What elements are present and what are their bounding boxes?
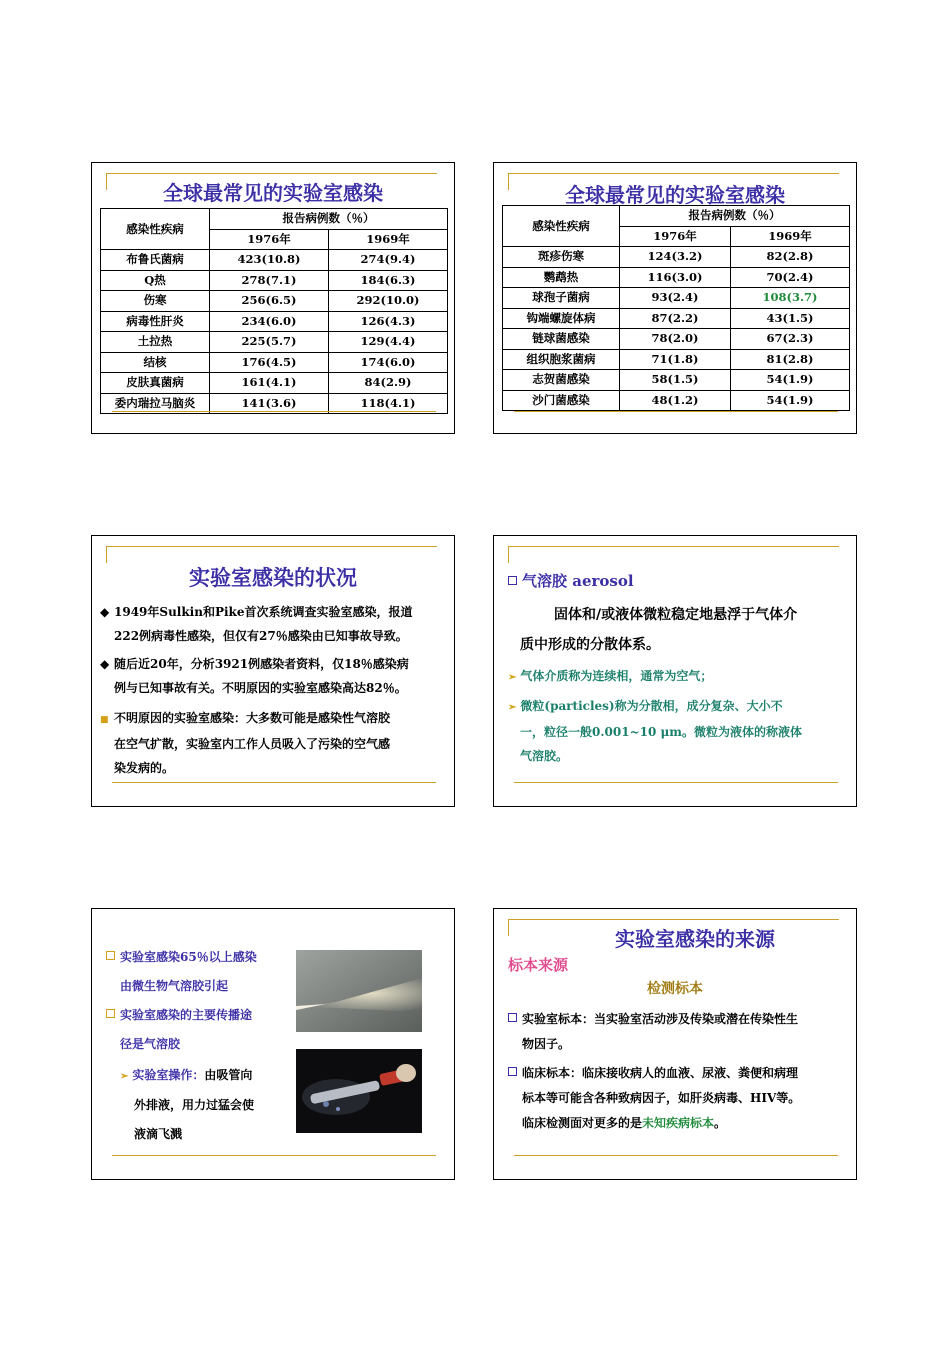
col-header-group: 报告病例数（％） (620, 206, 850, 227)
table-row: 土拉热 225(5.7) 129(4.4) (101, 332, 448, 353)
table-row: 钩端螺旋体病 87(2.2) 43(1.5) (503, 308, 850, 329)
aerosol-definition: 固体和/或液体微粒稳定地悬浮于气体介 质中形成的分散体系。 (520, 607, 798, 653)
col-header-1969: 1969年 (329, 229, 448, 250)
table-row: 链球菌感染 78(2.0) 67(2.3) (503, 329, 850, 350)
table-row: 结核 176(4.5) 174(6.0) (101, 352, 448, 373)
bullet-item: 实验室感染的主要传播途 径是气溶胶 (106, 1001, 252, 1059)
infection-table (100, 208, 448, 414)
slide-frame-bottom (112, 782, 436, 783)
checkbox-bullet-icon (508, 1067, 517, 1076)
slide-frame-bottom (112, 411, 436, 412)
infection-table (502, 205, 850, 411)
table-row: 鹦鹉热 116(3.0) 70(2.4) (503, 267, 850, 288)
col-header-disease: 感染性疾病 (503, 206, 620, 247)
col-header-1976: 1976年 (210, 229, 329, 250)
slide-1 (91, 162, 455, 434)
table-row: Q热 278(7.1) 184(6.3) (101, 270, 448, 291)
table-row: 委内瑞拉马脑炎 141(3.6) 118(4.1) (101, 393, 448, 414)
aerosol-heading: 气溶胶 aerosol (508, 569, 634, 593)
bullet-item: 实验室标本：当实验室活动涉及传染或潜在传染性生 物因子。 (508, 1007, 798, 1057)
col-header-group: 报告病例数（％） (210, 209, 448, 230)
detection-label: 检测标本 (647, 981, 703, 997)
slide-title: 全球最常见的实验室感染 (565, 183, 785, 207)
pipette-photo (296, 1049, 422, 1133)
sub-bullet: ➢ 微粒(particles)称为分散相，成分复杂、大小不 一，粒径一般0.001~10 μm。微粒为液体的称液体 气溶胶。 (508, 699, 802, 763)
slide-frame-accent (508, 546, 839, 563)
bullet-item: 实验室感染65％以上感染 由微生物气溶胶引起 (106, 943, 257, 1001)
slide-frame-bottom (514, 782, 838, 783)
slide-4 (493, 535, 857, 807)
slide-frame-bottom (514, 411, 838, 412)
sub-bullet: ➢ 气体介质称为连续相，通常为空气； (508, 669, 713, 683)
table-row: 皮肤真菌病 161(4.1) 84(2.9) (101, 373, 448, 394)
col-header-1969: 1969年 (731, 226, 850, 247)
bullet-item: 临床标本：临床接收病人的血液、尿液、粪便和病理 标本等可能含各种致病因子，如肝炎病毒、HIV等。 临床检测面对更多的是未知疾病标本。 (508, 1061, 800, 1136)
slide-title: 实验室感染的状况 (189, 565, 357, 590)
table-row: 伤寒 256(6.5) 292(10.0) (101, 291, 448, 312)
slide-6 (493, 908, 857, 1180)
slide-title: 全球最常见的实验室感染 (163, 181, 383, 205)
table-row: 沙门菌感染 48(1.2) 54(1.9) (503, 390, 850, 411)
slide-2 (493, 162, 857, 434)
checkbox-bullet-icon (508, 576, 517, 585)
slide-title: 实验室感染的来源 (615, 927, 775, 951)
table-row: 布鲁氏菌病 423(10.8) 274(9.4) (101, 250, 448, 271)
table-row: 病毒性肝炎 234(6.0) 126(4.3) (101, 311, 448, 332)
col-header-1976: 1976年 (620, 226, 731, 247)
checkbox-bullet-icon (106, 1009, 115, 1018)
slide-5 (91, 908, 455, 1180)
sub-bullet: ➢ 实验室操作：由吸管向 外排液，用力过猛会使 液滴飞溅 (120, 1068, 255, 1141)
bullet-item: ◆ 随后近20年，分析3921例感染者资料，仅18％感染病 例与已知事故有关。不明原因的实验室感染高达82％。 (100, 657, 409, 695)
table-row: 志贺菌感染 58(1.5) 54(1.9) (503, 370, 850, 391)
bullet-item: ◆ 1949年Sulkin和Pike首次系统调查实验室感染，报道 222例病毒性感染，但仅有27％感染由已知事故导致。 (100, 605, 413, 643)
table-row: 球孢子菌病 93(2.4) 108(3.7) (503, 288, 850, 309)
table-row: 组织胞浆菌病 71(1.8) 81(2.8) (503, 349, 850, 370)
checkbox-bullet-icon (106, 951, 115, 960)
slide-frame-accent (106, 546, 437, 563)
aerosol-spray-photo (296, 950, 422, 1032)
slide-frame-bottom (514, 1155, 838, 1156)
slide-frame-bottom (112, 1155, 436, 1156)
source-label: 标本来源 (508, 956, 569, 974)
bullet-item: ■ 不明原因的实验室感染：大多数可能是感染性气溶胶 在空气扩散，实验室内工作人员吸入了污染的空气感 染发病的。 (100, 711, 391, 775)
col-header-disease: 感染性疾病 (101, 209, 210, 250)
slide-3 (91, 535, 455, 807)
checkbox-bullet-icon (508, 1013, 517, 1022)
table-row: 斑疹伤寒 124(3.2) 82(2.8) (503, 247, 850, 268)
